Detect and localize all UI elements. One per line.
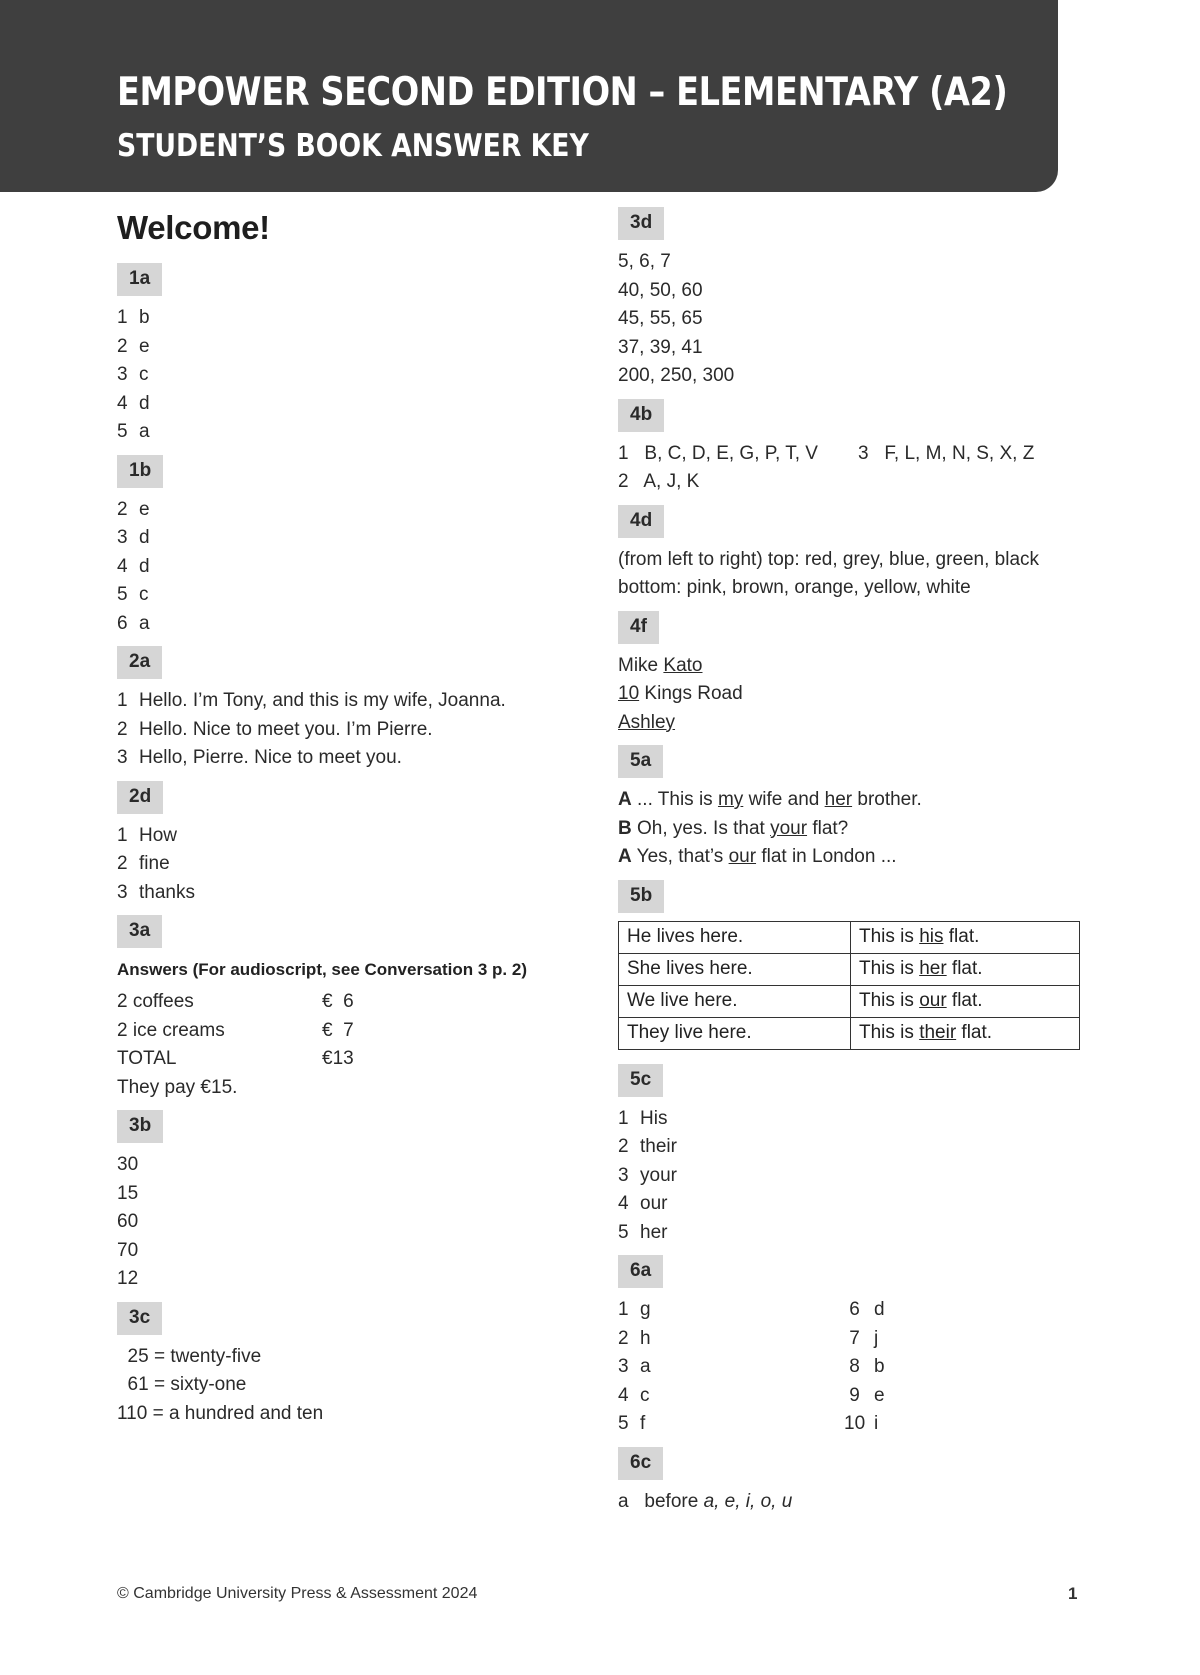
answer-text: i	[874, 1413, 879, 1434]
price-row	[117, 1017, 587, 1046]
answer-text: a	[139, 421, 150, 442]
answer-text: a before	[618, 1490, 704, 1512]
dialogue-line	[618, 815, 1088, 844]
answer-number: 1	[618, 1299, 629, 1320]
answer-number: 3	[117, 527, 128, 548]
answer-row	[117, 610, 587, 639]
answer-row: 30	[117, 1154, 139, 1175]
answers-4d	[618, 546, 1088, 603]
dialogue-text: wife and	[743, 789, 825, 810]
answer-number: 4	[618, 1193, 629, 1214]
answer-row	[117, 361, 587, 390]
exercise-tag-4d: 4d	[618, 505, 664, 538]
answers-6a-left	[618, 1296, 844, 1439]
answer-row	[117, 418, 587, 447]
answer-row	[618, 1325, 844, 1354]
answer-row	[117, 304, 587, 333]
answer-row	[618, 709, 1088, 738]
answer-number: 5	[618, 1221, 629, 1243]
answer-row	[618, 1296, 844, 1325]
answer-row: 61 = sixty-one	[117, 1374, 247, 1395]
exercise-tag-2a: 2a	[117, 646, 162, 679]
answer-text: her	[640, 1221, 668, 1243]
answer-row: 70	[117, 1239, 139, 1261]
answer-row	[618, 1488, 1088, 1517]
answer-text: c	[139, 584, 149, 605]
document-subtitle: STUDENT’S BOOK ANSWER KEY	[117, 128, 589, 164]
answers-5c	[618, 1105, 1088, 1248]
answer-text: d	[874, 1299, 885, 1320]
underlined-answer: Ashley	[618, 711, 676, 733]
answer-number: 2	[618, 1327, 629, 1349]
underlined-answer: Kato	[663, 654, 703, 676]
answer-row	[618, 1162, 1088, 1191]
table-cell: We live here.	[619, 985, 851, 1017]
answer-number: 3	[618, 1356, 629, 1377]
answer-row: 37, 39, 41	[618, 336, 703, 358]
answers-6a-right	[844, 1296, 885, 1439]
underlined-answer: her	[919, 958, 947, 979]
price-value: € 7	[322, 1019, 354, 1041]
dialogue-text: Oh, yes. Is that	[631, 817, 771, 839]
answer-number: 5	[117, 584, 128, 605]
cell-text: flat.	[946, 990, 983, 1011]
answer-row	[618, 440, 1088, 469]
answers-5a	[618, 786, 1088, 872]
table-cell: She lives here.	[619, 953, 851, 985]
answers-4b	[618, 440, 1088, 497]
underlined-answer: our	[919, 990, 947, 1011]
answer-text: Hello. I’m Tony, and this is my wife, Joanna.	[139, 690, 506, 711]
answer-row	[117, 716, 587, 745]
answer-row: 200, 250, 300	[618, 365, 735, 386]
answer-number: 9	[844, 1384, 860, 1406]
underlined-answer: your	[770, 817, 808, 839]
answer-row	[618, 680, 1088, 709]
exercise-tag-3d: 3d	[618, 207, 664, 240]
answer-row: 2 A, J, K	[618, 471, 700, 492]
answer-row	[618, 1382, 844, 1411]
answer-row	[618, 1105, 1088, 1134]
answer-row	[117, 822, 587, 851]
answers-6a	[618, 1296, 1088, 1439]
answer-number: 4	[117, 555, 128, 577]
answer-number: 8	[844, 1356, 860, 1377]
table-row	[619, 921, 1080, 953]
underlined-answer: her	[824, 789, 853, 810]
answers-3a	[117, 988, 587, 1102]
cell-text: flat.	[943, 926, 980, 947]
cell-text: This is	[859, 926, 920, 947]
answer-text: your	[640, 1164, 677, 1186]
answer-row: 45, 55, 65	[618, 308, 703, 329]
answer-text: j	[874, 1327, 879, 1349]
price-item: TOTAL	[117, 1048, 177, 1069]
speaker-label: B	[618, 817, 632, 839]
answer-row: 110 = a hundred and ten	[117, 1402, 324, 1424]
exercise-tag-5a: 5a	[618, 745, 663, 778]
answer-number: 3	[618, 1164, 629, 1186]
answer-text: their	[640, 1136, 677, 1157]
answer-text: 1 B, C, D, E, G, P, T, V	[618, 442, 818, 464]
dialogue-text: Yes, that’s	[631, 846, 729, 867]
exercise-tag-1a: 1a	[117, 263, 162, 296]
answer-row: 60	[117, 1211, 139, 1232]
exercise-tag-6a: 6a	[618, 1255, 663, 1288]
answer-number: 2	[117, 718, 128, 740]
answer-row	[844, 1410, 885, 1439]
left-column	[117, 205, 587, 1434]
speaker-label: A	[618, 789, 632, 810]
answer-row: 25 = twenty-five	[117, 1345, 262, 1367]
answer-text: Kings Road	[639, 683, 743, 704]
answer-row	[117, 744, 587, 773]
answer-text: b	[874, 1356, 885, 1377]
exercise-tag-3a: 3a	[117, 915, 162, 948]
price-row	[117, 1045, 587, 1074]
answer-number: 3	[117, 364, 128, 385]
exercise-tag-1b: 1b	[117, 455, 163, 488]
right-column	[618, 205, 1088, 1522]
answer-text: a	[640, 1356, 651, 1377]
answer-text: f	[640, 1413, 646, 1434]
answer-number: 5	[117, 421, 128, 442]
answer-text: b	[139, 307, 150, 328]
exercise-tag-4b: 4b	[618, 399, 664, 432]
answer-row	[618, 1410, 844, 1439]
table-cell: He lives here.	[619, 921, 851, 953]
answer-number: 2	[117, 335, 128, 357]
answers-3d	[618, 248, 1088, 391]
answer-text: d	[139, 392, 150, 414]
answers-3c	[117, 1343, 587, 1429]
answer-number: 1	[117, 824, 128, 846]
answer-text: thanks	[139, 881, 195, 903]
dialogue-text: flat in London ...	[756, 846, 897, 867]
answer-number: 6	[117, 612, 128, 634]
answer-number: 7	[844, 1327, 860, 1349]
price-note: They pay €15.	[117, 1076, 238, 1098]
table-cell	[851, 1017, 1080, 1049]
price-value: € 6	[322, 991, 354, 1012]
answer-row: 40, 50, 60	[618, 279, 703, 301]
answers-2a	[117, 687, 587, 773]
exercise-tag-5b: 5b	[618, 880, 664, 913]
cell-text: This is	[859, 958, 920, 979]
table-cell	[851, 985, 1080, 1017]
answer-text: e	[139, 498, 150, 520]
answer-row	[117, 687, 587, 716]
answer-row	[844, 1325, 885, 1354]
answer-row	[844, 1382, 885, 1411]
underlined-answer: their	[919, 1022, 957, 1043]
underlined-answer: our	[728, 846, 757, 867]
speaker-label: A	[618, 846, 632, 867]
dialogue-line	[618, 843, 1088, 872]
answer-text: Hello, Pierre. Nice to meet you.	[139, 747, 402, 768]
answer-row	[117, 850, 587, 879]
answers-2d	[117, 822, 587, 908]
price-item: 2 ice creams	[117, 1019, 225, 1041]
answers-5b-table	[618, 921, 1080, 1050]
answer-text: e	[874, 1384, 885, 1406]
table-cell	[851, 921, 1080, 953]
answer-text: h	[640, 1327, 651, 1349]
answer-text: His	[640, 1107, 668, 1129]
answer-number: 5	[618, 1413, 629, 1434]
answer-text: our	[640, 1193, 668, 1214]
answer-text: Hello. Nice to meet you. I’m Pierre.	[139, 718, 433, 740]
answer-text: a	[139, 612, 150, 634]
exercise-tag-5c: 5c	[618, 1064, 663, 1097]
price-row	[117, 988, 587, 1017]
answer-text: How	[139, 824, 178, 846]
answer-row	[117, 390, 587, 419]
answers-4f	[618, 652, 1088, 738]
cell-text: flat.	[946, 958, 983, 979]
exercise-tag-2d: 2d	[117, 781, 163, 814]
table-row	[619, 953, 1080, 985]
answer-row	[618, 652, 1088, 681]
answer-row: bottom: pink, brown, orange, yellow, white	[618, 577, 971, 598]
answer-number: 3	[117, 747, 128, 768]
header-banner	[0, 0, 1058, 192]
answer-number: 2	[117, 498, 128, 520]
answer-number: 2	[117, 853, 128, 874]
answer-row	[117, 581, 587, 610]
answer-number: 6	[844, 1299, 860, 1320]
answer-number: 4	[117, 392, 128, 414]
table-cell	[851, 953, 1080, 985]
answer-number: 4	[618, 1384, 629, 1406]
cell-text: flat.	[956, 1022, 993, 1043]
answer-text: c	[640, 1384, 650, 1406]
answer-row	[117, 524, 587, 553]
answer-text: 3 F, L, M, N, S, X, Z	[858, 442, 1035, 464]
exercise-tag-4f: 4f	[618, 611, 659, 644]
answer-number: 1	[117, 307, 128, 328]
answer-row	[844, 1296, 885, 1325]
answers-3b	[117, 1151, 587, 1294]
answer-row	[117, 333, 587, 362]
answers-3a-subheading: Answers (For audioscript, see Conversation 3 p. 2)	[117, 960, 527, 979]
answer-row	[844, 1353, 885, 1382]
answers-1a	[117, 304, 587, 447]
dialogue-text: ... This is	[631, 789, 718, 810]
price-item: 2 coffees	[117, 991, 194, 1012]
answer-row: (from left to right) top: red, grey, blue, green, black	[618, 548, 1040, 570]
table-cell: They live here.	[619, 1017, 851, 1049]
answer-row	[618, 1190, 1088, 1219]
exercise-tag-3b: 3b	[117, 1110, 163, 1143]
answer-text: d	[139, 555, 150, 577]
answer-row	[117, 496, 587, 525]
underlined-answer: 10	[618, 683, 640, 704]
price-value: €13	[322, 1048, 354, 1069]
underlined-answer: his	[919, 926, 944, 947]
answer-row: 5, 6, 7	[618, 251, 671, 272]
answer-number: 2	[618, 1136, 629, 1157]
answer-number: 1	[117, 690, 128, 711]
table-row	[619, 1017, 1080, 1049]
answer-row	[117, 553, 587, 582]
cell-text: This is	[859, 990, 920, 1011]
section-title: Welcome!	[117, 209, 270, 246]
footer-copyright: © Cambridge University Press & Assessment 2024	[117, 1585, 478, 1602]
answer-row	[618, 1219, 1088, 1248]
dialogue-text: flat?	[807, 817, 849, 839]
table-row	[619, 985, 1080, 1017]
document-title: EMPOWER SECOND EDITION – ELEMENTARY (A2)	[117, 70, 1008, 115]
underlined-answer: my	[717, 789, 744, 810]
page-number: 1	[1068, 1584, 1078, 1603]
answer-text: d	[139, 527, 150, 548]
answer-number: 10	[844, 1413, 866, 1434]
answer-number: 1	[618, 1107, 629, 1129]
answers-1b	[117, 496, 587, 639]
exercise-tag-3c: 3c	[117, 1302, 162, 1335]
answer-row: 15	[117, 1182, 139, 1204]
answer-row: 12	[117, 1268, 139, 1289]
answer-text: Mike	[618, 654, 664, 676]
answer-number: 3	[117, 881, 128, 903]
answer-italic: a, e, i, o, u	[703, 1490, 793, 1512]
answer-row	[618, 1133, 1088, 1162]
answer-text: fine	[139, 853, 170, 874]
answer-text: c	[139, 364, 149, 385]
exercise-tag-6c: 6c	[618, 1447, 663, 1480]
cell-text: This is	[859, 1022, 920, 1043]
answer-row	[117, 879, 587, 908]
answer-text: g	[640, 1299, 651, 1320]
answers-6c	[618, 1488, 1088, 1517]
dialogue-line	[618, 786, 1088, 815]
answer-row	[618, 1353, 844, 1382]
dialogue-text: brother.	[852, 789, 922, 810]
answer-text: e	[139, 335, 150, 357]
